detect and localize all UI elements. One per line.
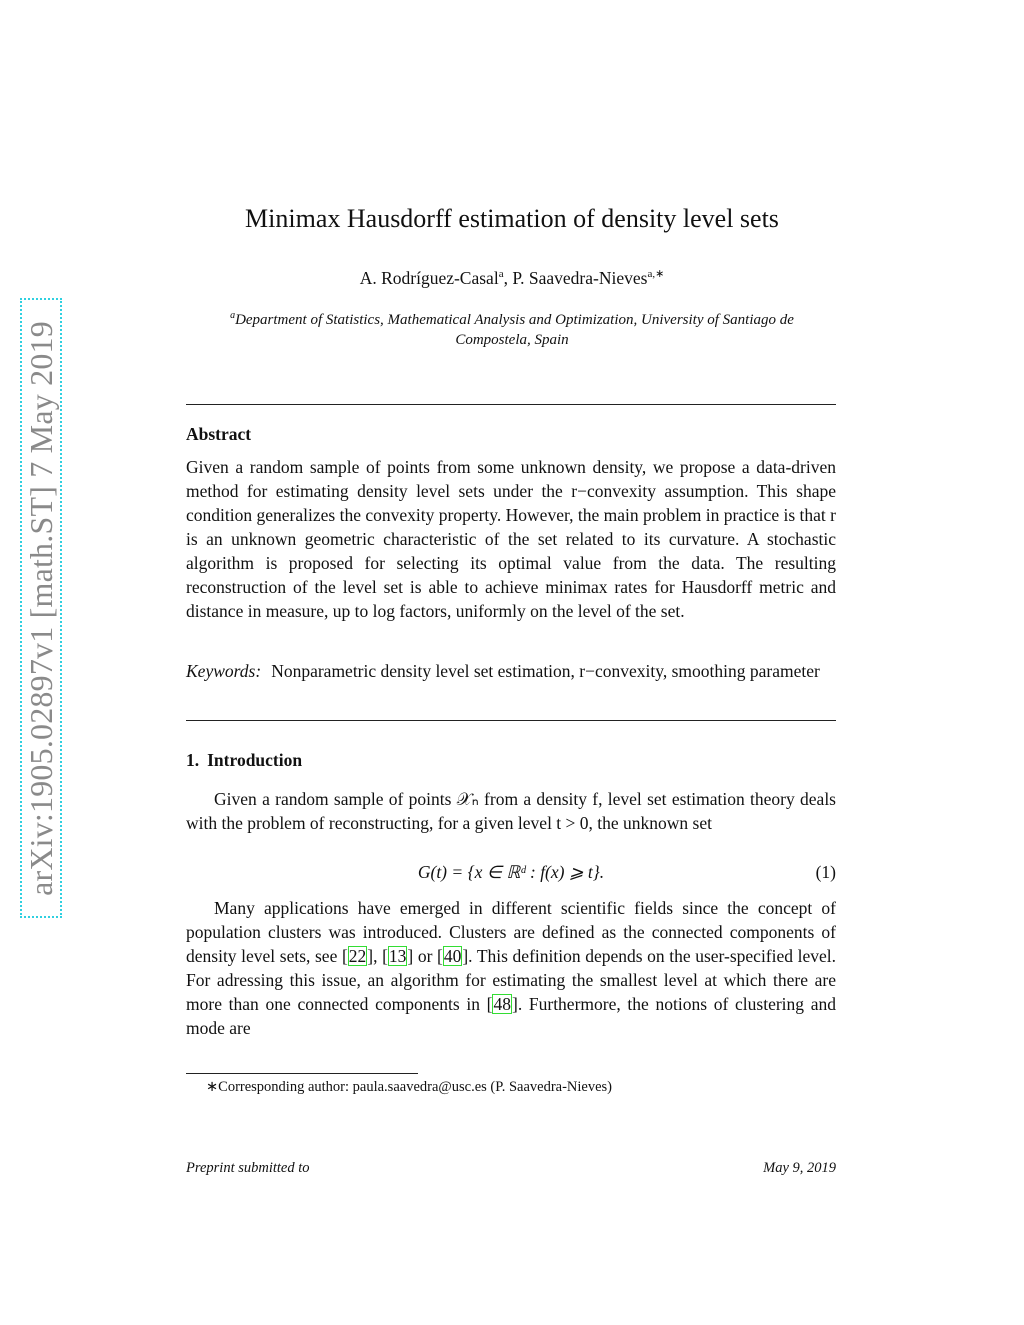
footer-preprint-note: Preprint submitted to bbox=[186, 1160, 310, 1176]
paragraph-text: . This definition depends on the user-specified level. For adressing this issue, an algorithm for estimating the smallest level at which there are more than one connected components in bbox=[186, 946, 837, 1014]
paragraph-text: Many applications have emerged in different scientific fields since the concept of population clusters was introduced. Clusters are defined as the connected components of density level sets, see bbox=[186, 898, 836, 966]
author-name: P. Saavedra-Nieves bbox=[512, 267, 648, 288]
intro-paragraph-1: Given a random sample of points 𝒳ₙ from a density f, level set estimation theory deals with the problem of reconstructing, for a given level t > 0, the unknown set bbox=[186, 789, 836, 833]
keywords bbox=[186, 659, 836, 683]
footer-date: May 9, 2019 bbox=[763, 1160, 836, 1176]
arxiv-identifier-text: arXiv:1905.02897v1 [math.ST] 7 May 2019 bbox=[22, 320, 59, 896]
author-affiliation-mark: a bbox=[498, 268, 504, 280]
abstract-text: Given a random sample of points from some unknown density, we propose a data-driven method for estimating density level sets under the r−convexity assumption. This shape condition generalizes the convexity property. However, the main problem in practice is that r is an unknown geometric characteristic of the set related to its curvature. A stochastic algorithm is proposed for selecting its optimal value from the data. The resulting reconstruction of the level set is able to achieve minimax rates for Hausdorff metric and distance in measure, up to log factors, uniformly on the level of the set. bbox=[186, 457, 836, 621]
author-separator: , bbox=[503, 267, 513, 288]
arxiv-identifier-stamp[interactable] bbox=[20, 298, 62, 918]
footnote-rule bbox=[186, 1073, 418, 1074]
section-number: 1. bbox=[186, 750, 200, 770]
citation-link[interactable]: 48 bbox=[493, 994, 511, 1014]
affiliation-mark: a bbox=[230, 310, 236, 321]
section-title: Introduction bbox=[207, 750, 303, 770]
intro-paragraph-2: Many applications have emerged in different scientific fields since the concept of population clusters was introduced. Clusters are defined as the connected components of density level sets, see [22], [13] or [40]. This definition depends on the user-specified level. For adressing this issue, an algorithm for estimating the smallest level at which there are more than one connected components in [48]. Furthermore, the notions of clustering and mode are bbox=[186, 898, 837, 1038]
affiliation-text: Department of Statistics, Mathematical Analysis and Optimization, University of Santiago de Compostela, Spain bbox=[235, 312, 794, 348]
equation-body: G(t) = {x ∈ ℝᵈ : f(x) ⩾ t}. bbox=[417, 862, 605, 882]
paragraph-text: . Furthermore, the notions of clustering and mode are bbox=[186, 994, 836, 1038]
citation-link[interactable]: 22 bbox=[348, 946, 367, 966]
keywords-text: Nonparametric density level set estimation, r−convexity, smoothing parameter bbox=[271, 661, 820, 681]
author-name: A. Rodríguez-Casal bbox=[359, 267, 499, 288]
paragraph-text: or bbox=[413, 946, 438, 966]
corresponding-author-footnote: ∗Corresponding author: paula.saavedra@usc.es (P. Saavedra-Nieves) bbox=[206, 1079, 612, 1095]
paper-title: Minimax Hausdorff estimation of density level sets bbox=[245, 204, 779, 233]
abstract-bottom-rule bbox=[186, 720, 836, 721]
author-list bbox=[0, 267, 1024, 289]
citation-link[interactable]: 40 bbox=[443, 946, 462, 966]
author-affiliation-mark: a,∗ bbox=[647, 268, 665, 280]
citation-link[interactable]: 13 bbox=[388, 946, 407, 966]
paragraph-text: , bbox=[373, 946, 383, 966]
abstract-top-rule bbox=[186, 404, 836, 405]
abstract-heading: Abstract bbox=[186, 424, 252, 444]
equation-number: (1) bbox=[815, 862, 836, 882]
affiliation bbox=[200, 306, 824, 350]
keywords-label: Keywords: bbox=[186, 661, 262, 681]
section-heading bbox=[186, 748, 836, 772]
equation-1 bbox=[186, 860, 836, 884]
